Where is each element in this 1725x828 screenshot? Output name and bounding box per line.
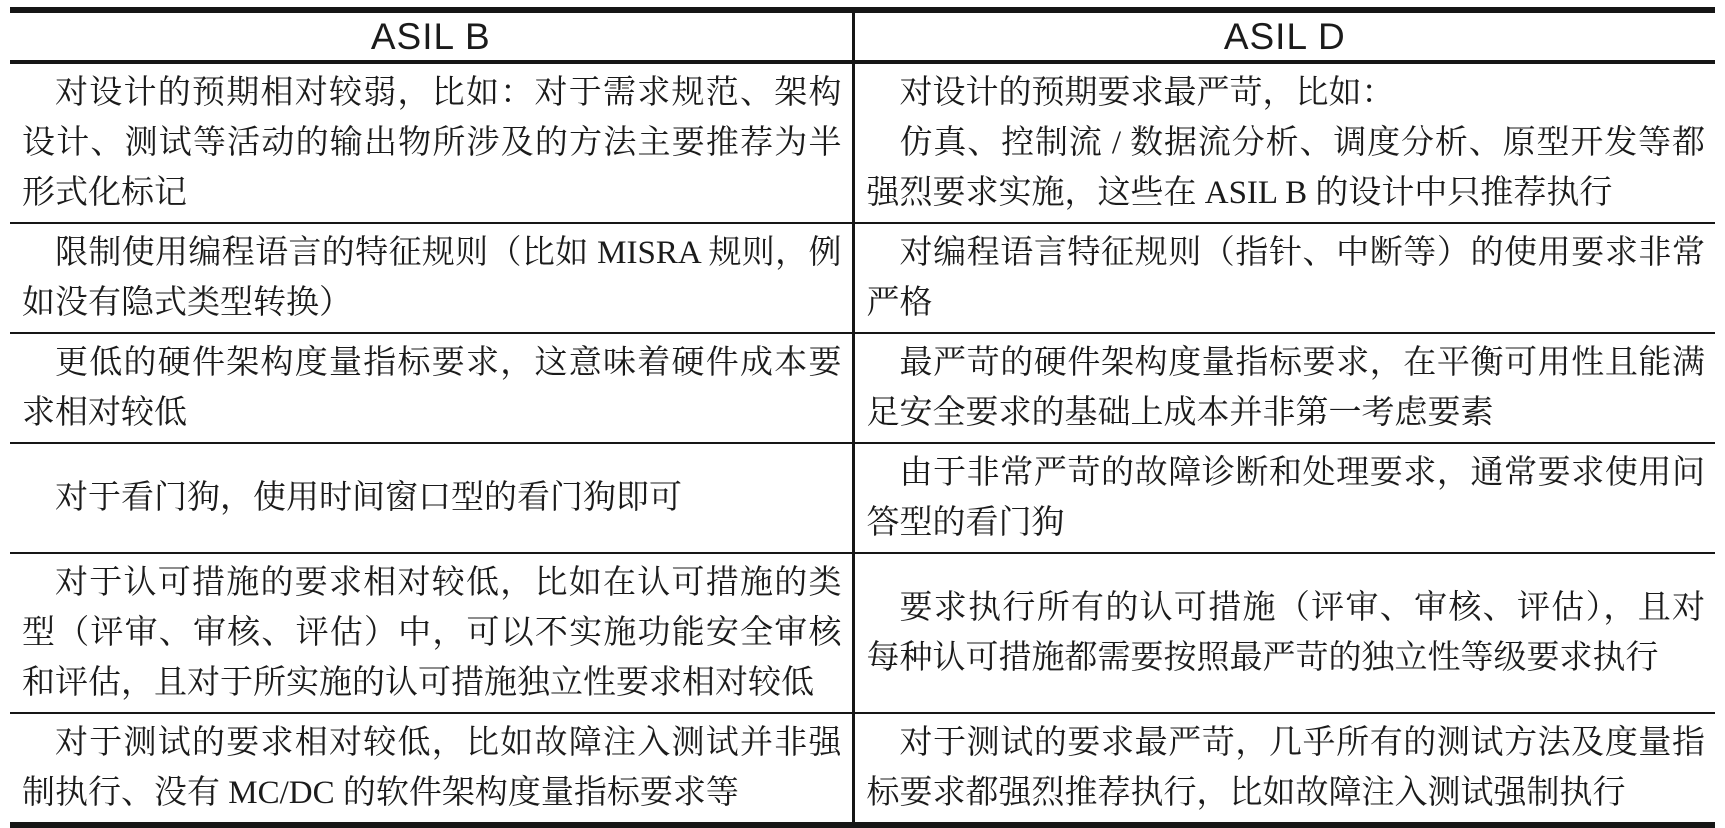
paragraph: 对于测试的要求最严苛，几乎所有的测试方法及度量指标要求都强烈推荐执行，比如故障注入测试强制执行 (866, 725, 1705, 811)
cell-asil-d (853, 443, 1715, 553)
row-confirmation-measures (10, 553, 1715, 713)
row-coding-language-rules (10, 223, 1715, 333)
cell-asil-d (853, 223, 1715, 333)
paragraph: 对于认可措施的要求相对较低，比如在认可措施的类型（评审、审核、评估）中，可以不实施功能安全审核和评估，且对于所实施的认可措施独立性要求相对较低 (22, 565, 842, 701)
paragraph: 对于测试的要求相对较低，比如故障注入测试并非强制执行、没有 MC/DC 的软件架构度量指标要求等 (22, 725, 842, 811)
cell-asil-b (10, 223, 853, 333)
paragraph: 对设计的预期相对较弱，比如：对于需求规范、架构设计、测试等活动的输出物所涉及的方法主要推荐为半形式化标记 (22, 75, 842, 211)
header-cell-asil-b: ASIL B (10, 10, 853, 62)
asil-comparison-table (10, 7, 1715, 828)
paragraph: 对于看门狗，使用时间窗口型的看门狗即可 (55, 480, 682, 516)
paragraph: 对设计的预期要求最严苛，比如： (899, 75, 1395, 111)
cell-asil-b (10, 553, 853, 713)
paragraph: 最严苛的硬件架构度量指标要求，在平衡可用性且能满足安全要求的基础上成本并非第一考虑要素 (866, 345, 1705, 431)
paragraph: 要求执行所有的认可措施（评审、审核、评估），且对每种认可措施都需要按照最严苛的独立性等级要求执行 (866, 590, 1705, 676)
paragraph: 由于非常严苛的故障诊断和处理要求，通常要求使用问答型的看门狗 (866, 455, 1705, 541)
row-hardware-metrics (10, 333, 1715, 443)
cell-asil-d (853, 713, 1715, 825)
row-watchdog (10, 443, 1715, 553)
paragraph: 对编程语言特征规则（指针、中断等）的使用要求非常严格 (866, 235, 1705, 321)
row-testing-requirements (10, 713, 1715, 825)
cell-asil-b (10, 62, 853, 223)
paragraph: 限制使用编程语言的特征规则（比如 MISRA 规则，例如没有隐式类型转换） (22, 235, 842, 321)
cell-asil-d (853, 62, 1715, 223)
cell-asil-d (853, 553, 1715, 713)
cell-asil-b (10, 333, 853, 443)
paragraph: 更低的硬件架构度量指标要求，这意味着硬件成本要求相对较低 (22, 345, 842, 431)
cell-asil-d (853, 333, 1715, 443)
header-row (10, 10, 1715, 62)
cell-asil-b (10, 443, 853, 553)
paragraph: 仿真、控制流 / 数据流分析、调度分析、原型开发等都强烈要求实施，这些在 ASIL B 的设计中只推荐执行 (866, 125, 1705, 211)
row-design-expectations (10, 62, 1715, 223)
header-cell-asil-d: ASIL D (853, 10, 1715, 62)
cell-asil-b (10, 713, 853, 825)
